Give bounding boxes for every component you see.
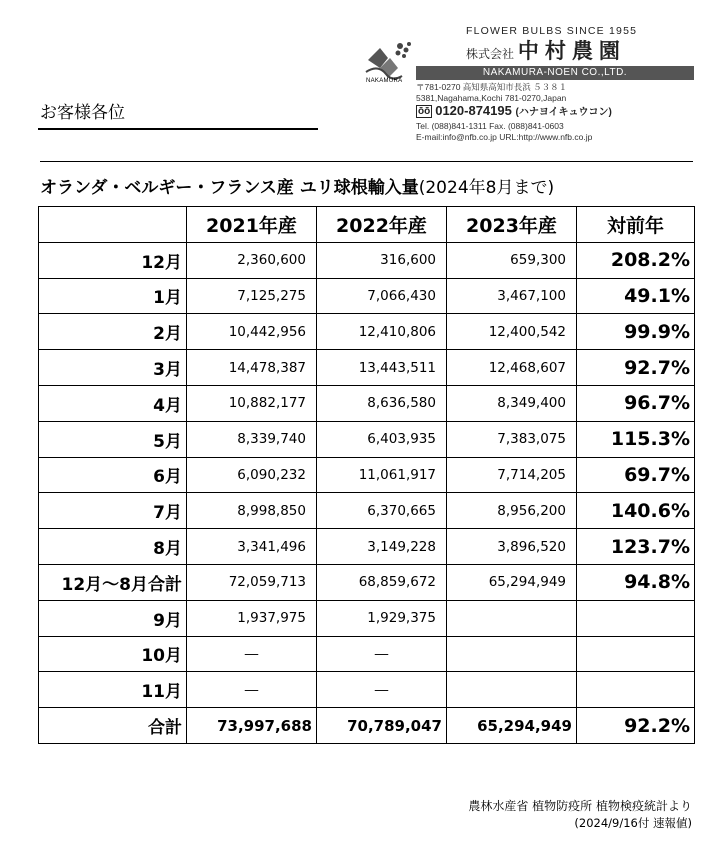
yoy-cell: 115.3% <box>577 421 695 457</box>
month-cell: 9月 <box>39 600 187 636</box>
yoy-cell: 140.6% <box>577 493 695 529</box>
table-row <box>39 457 695 493</box>
value-cell-y2023: 3,896,520 <box>447 529 577 565</box>
yoy-cell: 69.7% <box>577 457 695 493</box>
value-cell-y2023: 65,294,949 <box>447 564 577 600</box>
value-cell-y2023 <box>447 600 577 636</box>
yoy-cell: 92.7% <box>577 350 695 386</box>
table-row <box>39 672 695 708</box>
yoy-cell <box>577 672 695 708</box>
company-name-jp <box>416 38 694 64</box>
source-date: (2024/9/16付 速報値) <box>574 816 692 830</box>
month-cell: 12月 <box>39 242 187 278</box>
company-prefix: 株式会社 <box>466 47 515 61</box>
value-cell-y2022: 8,636,580 <box>317 385 447 421</box>
value-cell-y2021: 8,339,740 <box>187 421 317 457</box>
table-row <box>39 636 695 672</box>
value-cell-y2021: 8,998,850 <box>187 493 317 529</box>
table-header-row <box>39 207 695 243</box>
table-row <box>39 350 695 386</box>
value-cell-y2023: 8,956,200 <box>447 493 577 529</box>
value-cell-y2023: 65,294,949 <box>447 708 577 744</box>
company-name-en: NAKAMURA-NOEN CO.,LTD. <box>416 66 694 80</box>
email-url: E-mail:info@nfb.co.jp URL:http://www.nfb.co.jp <box>416 131 593 142</box>
header-cell <box>39 207 187 243</box>
header-cell: 2022年産 <box>317 207 447 243</box>
table-row <box>39 314 695 350</box>
value-cell-y2022: 316,600 <box>317 242 447 278</box>
company-info <box>416 24 694 142</box>
freedial-icon: ōō <box>418 106 431 117</box>
header-cell: 対前年 <box>577 207 695 243</box>
value-cell-y2022: ― <box>317 672 447 708</box>
tel-fax: Tel. (088)841-1311 Fax. (088)841-0603 <box>416 121 564 131</box>
yoy-cell: 99.9% <box>577 314 695 350</box>
table-row <box>39 600 695 636</box>
value-cell-y2023 <box>447 672 577 708</box>
since-line: FLOWER BULBS SINCE 1955 <box>466 25 638 37</box>
yoy-cell: 92.2% <box>577 708 695 744</box>
month-cell: 11月 <box>39 672 187 708</box>
value-cell-y2022: 13,443,511 <box>317 350 447 386</box>
yoy-cell: 208.2% <box>577 242 695 278</box>
value-cell-y2021: 14,478,387 <box>187 350 317 386</box>
yoy-cell: 94.8% <box>577 564 695 600</box>
table-row <box>39 278 695 314</box>
value-cell-y2023: 12,468,607 <box>447 350 577 386</box>
value-cell-y2021: 10,882,177 <box>187 385 317 421</box>
address-jp: 〒781-0270 高知県高知市長浜 ５３８１ <box>416 82 568 92</box>
value-cell-y2022: 68,859,672 <box>317 564 447 600</box>
header-cell: 2023年産 <box>447 207 577 243</box>
table-row <box>39 242 695 278</box>
value-cell-y2023 <box>447 636 577 672</box>
freedial <box>416 103 694 121</box>
value-cell-y2023: 7,383,075 <box>447 421 577 457</box>
address-en: 5381,Nagahama,Kochi 781-0270,Japan <box>416 92 567 103</box>
table-title-main: オランダ・ベルギー・フランス産 ユリ球根輸入量 <box>40 178 419 198</box>
value-cell-y2022: 3,149,228 <box>317 529 447 565</box>
value-cell-y2023: 7,714,205 <box>447 457 577 493</box>
month-cell: 1月 <box>39 278 187 314</box>
yoy-cell <box>577 636 695 672</box>
value-cell-y2022: 6,403,935 <box>317 421 447 457</box>
value-cell-y2021: 7,125,275 <box>187 278 317 314</box>
value-cell-y2022: 7,066,430 <box>317 278 447 314</box>
yoy-cell: 123.7% <box>577 529 695 565</box>
table-row <box>39 564 695 600</box>
addressee: お客様各位 <box>40 103 125 123</box>
month-cell: 合計 <box>39 708 187 744</box>
month-cell: 6月 <box>39 457 187 493</box>
value-cell-y2022: 6,370,665 <box>317 493 447 529</box>
yoy-cell: 49.1% <box>577 278 695 314</box>
month-cell: 4月 <box>39 385 187 421</box>
header-cell: 2021年産 <box>187 207 317 243</box>
value-cell-y2021: 10,442,956 <box>187 314 317 350</box>
value-cell-y2021: 1,937,975 <box>187 600 317 636</box>
value-cell-y2021: ― <box>187 672 317 708</box>
freedial-number: 0120-874195 <box>435 103 512 118</box>
header-separator <box>40 161 693 162</box>
source-note: 農林水産省 植物防疫所 植物検疫統計より <box>468 799 692 813</box>
table-title-period: (2024年8月まで) <box>418 178 555 198</box>
table-title <box>40 173 554 198</box>
month-cell: 8月 <box>39 529 187 565</box>
value-cell-y2021: 3,341,496 <box>187 529 317 565</box>
value-cell-y2021: 72,059,713 <box>187 564 317 600</box>
value-cell-y2021: 73,997,688 <box>187 708 317 744</box>
table-row <box>39 529 695 565</box>
month-cell: 5月 <box>39 421 187 457</box>
value-cell-y2023: 12,400,542 <box>447 314 577 350</box>
company-name: 中村農園 <box>517 39 626 63</box>
month-cell: 3月 <box>39 350 187 386</box>
value-cell-y2023: 659,300 <box>447 242 577 278</box>
value-cell-y2022: ― <box>317 636 447 672</box>
yoy-cell: 96.7% <box>577 385 695 421</box>
total-row <box>39 708 695 744</box>
import-table <box>38 206 695 744</box>
value-cell-y2023: 8,349,400 <box>447 385 577 421</box>
value-cell-y2021: 6,090,232 <box>187 457 317 493</box>
month-cell: 10月 <box>39 636 187 672</box>
value-cell-y2021: 2,360,600 <box>187 242 317 278</box>
month-cell: 12月～8月合計 <box>39 564 187 600</box>
logo-caption: NAKAMURA <box>366 78 403 84</box>
value-cell-y2022: 1,929,375 <box>317 600 447 636</box>
freedial-kana: (ハナヨイキュウコン) <box>515 107 612 118</box>
value-cell-y2022: 70,789,047 <box>317 708 447 744</box>
month-cell: 7月 <box>39 493 187 529</box>
table-row <box>39 493 695 529</box>
table-row <box>39 385 695 421</box>
yoy-cell <box>577 600 695 636</box>
value-cell-y2022: 11,061,917 <box>317 457 447 493</box>
value-cell-y2022: 12,410,806 <box>317 314 447 350</box>
value-cell-y2023: 3,467,100 <box>447 278 577 314</box>
value-cell-y2021: ― <box>187 636 317 672</box>
table-row <box>39 421 695 457</box>
month-cell: 2月 <box>39 314 187 350</box>
addressee-underline <box>38 128 318 130</box>
